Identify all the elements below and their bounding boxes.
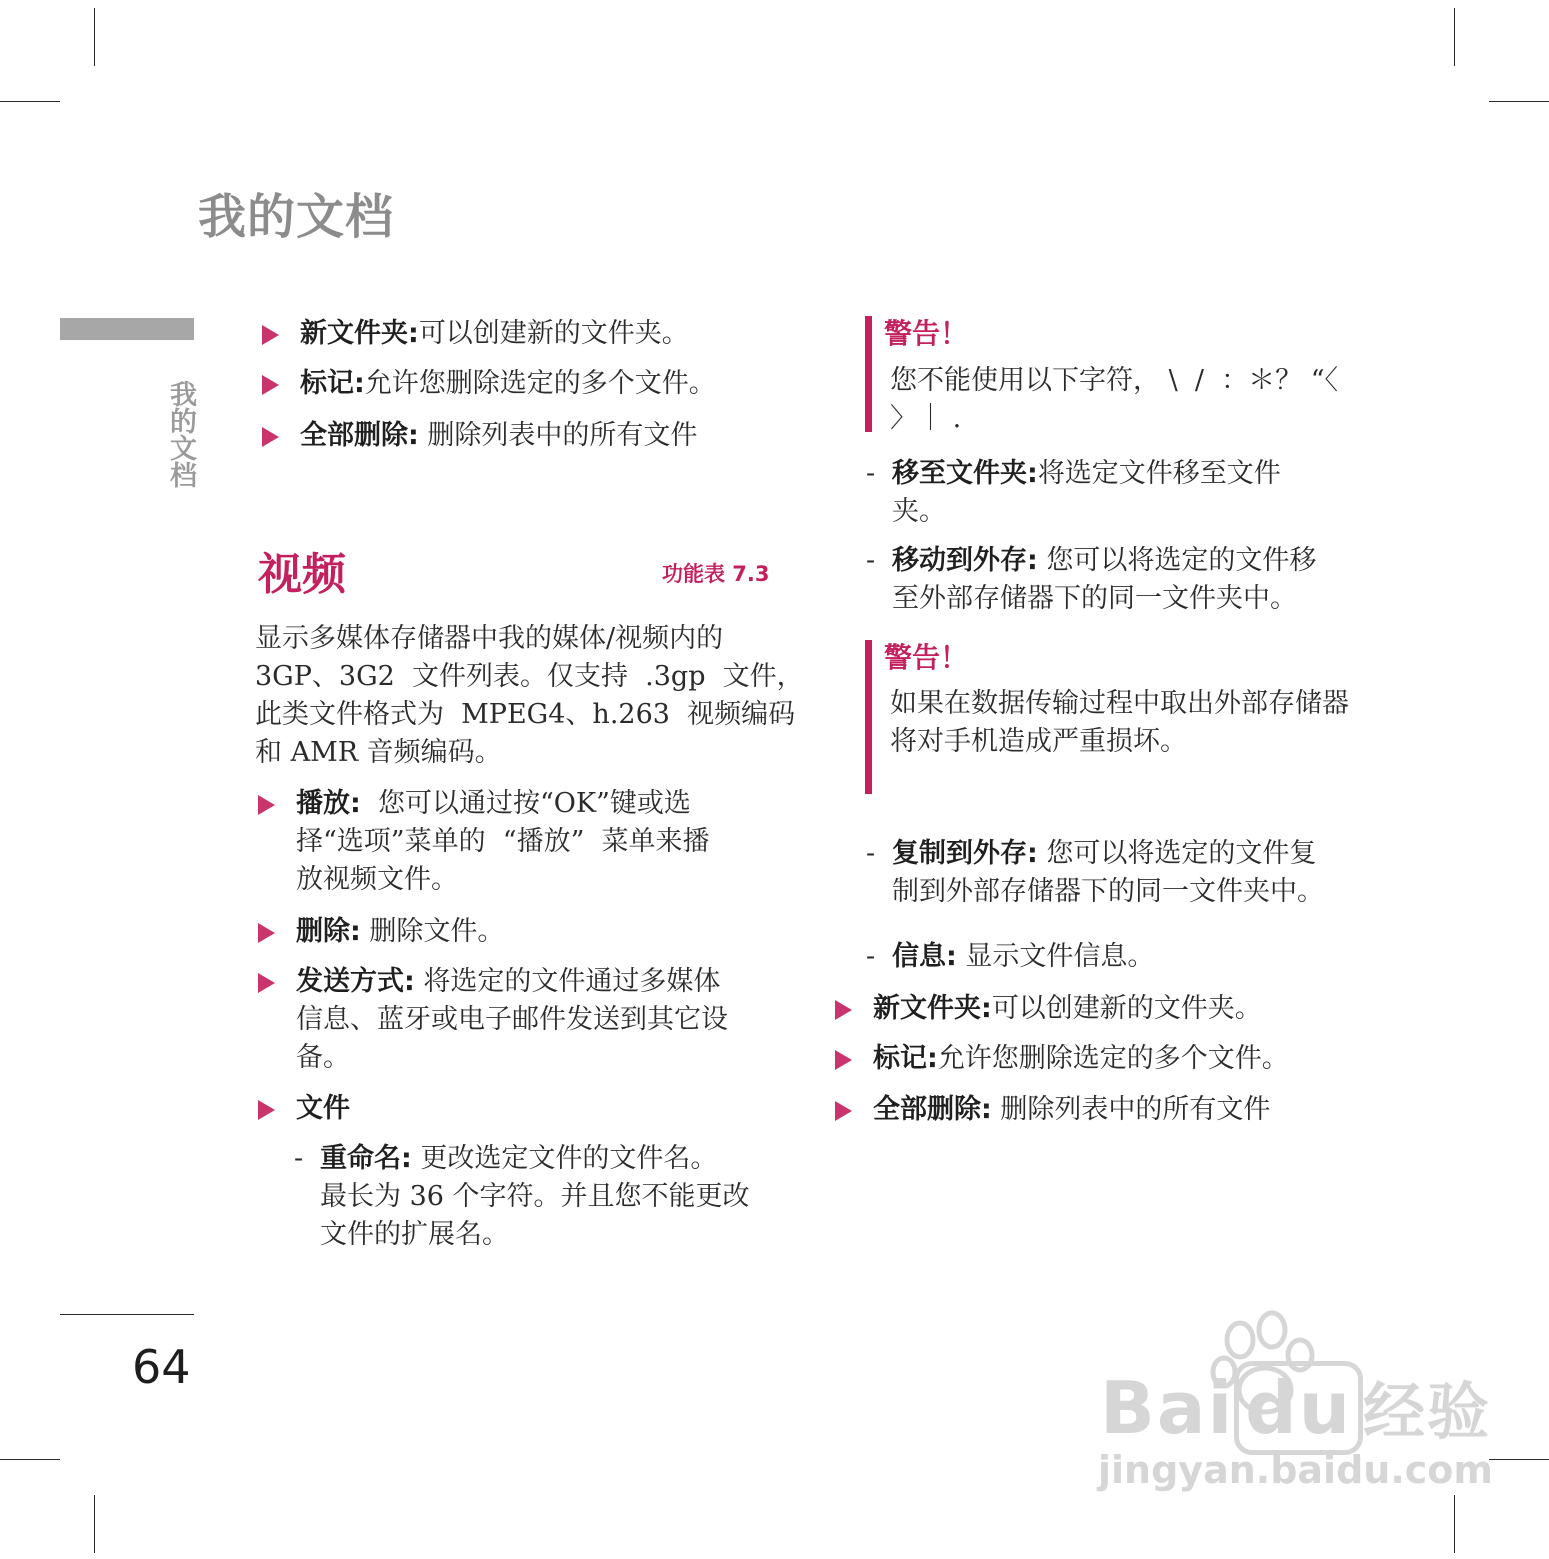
watermark-url: jingyan.baidu.com xyxy=(1098,1448,1493,1492)
warning-text xyxy=(890,362,1390,438)
watermark-brand-part: Bai xyxy=(1100,1366,1235,1450)
text-line: 夹。 xyxy=(892,496,946,527)
list-item xyxy=(262,315,782,355)
menu-reference: 功能表 7.3 xyxy=(662,562,770,586)
item-label: 移动到外存: xyxy=(892,545,1038,576)
text-line: 将对手机造成严重损坏。 xyxy=(890,726,1187,757)
footer-rule xyxy=(60,1314,194,1315)
watermark-brand xyxy=(1100,1362,1491,1451)
intro-paragraph xyxy=(255,620,804,772)
item-label: 新文件夹: xyxy=(873,993,992,1024)
text-line: 您可以将选定的文件复 xyxy=(1037,838,1317,869)
item-label: 发送方式: xyxy=(296,966,415,997)
watermark-cn: 经验 xyxy=(1362,1375,1491,1448)
dash-marker: - xyxy=(866,458,876,489)
text-line: 备。 xyxy=(296,1042,350,1073)
list-item xyxy=(262,417,782,457)
item-label: 重命名: xyxy=(320,1143,412,1174)
dash-marker: - xyxy=(866,545,876,576)
text-line: 文件的扩展名。 xyxy=(320,1219,509,1250)
item-label: 复制到外存: xyxy=(892,838,1038,869)
item-text: 显示文件信息。 xyxy=(956,941,1155,972)
item-label: 新文件夹: xyxy=(300,318,419,349)
watermark-brand-part: du xyxy=(1234,1361,1363,1455)
item-label: 播放: xyxy=(296,788,361,819)
warning-bar xyxy=(865,640,872,794)
text-line: 〉｜ . xyxy=(890,403,962,434)
item-label: 标记: xyxy=(873,1043,938,1074)
sub-item-move-folder xyxy=(866,455,1366,535)
crop-mark xyxy=(94,1495,95,1553)
text-line: 您可以通过按“OK”键或选 xyxy=(360,788,691,819)
sub-item-move-external xyxy=(866,542,1366,622)
text-line: 将选定文件移至文件 xyxy=(1037,458,1281,489)
list-item xyxy=(262,365,782,405)
triangle-bullet-icon xyxy=(258,1100,275,1120)
list-item xyxy=(835,1040,1355,1080)
crop-mark xyxy=(0,1459,60,1460)
crop-mark xyxy=(1489,1459,1549,1460)
crop-mark xyxy=(1489,101,1549,102)
crop-mark xyxy=(0,101,60,102)
list-item-send xyxy=(258,963,778,1083)
page-number: 64 xyxy=(132,1340,191,1394)
section-title: 视频 xyxy=(258,549,346,600)
list-item xyxy=(835,990,1355,1030)
crop-mark xyxy=(1454,1495,1455,1553)
side-tab-label: 我的文档 xyxy=(165,380,196,488)
triangle-bullet-icon xyxy=(258,923,275,943)
text-line: 信息、蓝牙或电子邮件发送到其它设 xyxy=(296,1004,728,1035)
item-text: 允许您删除选定的多个文件。 xyxy=(937,1043,1289,1074)
text-line: 放视频文件。 xyxy=(296,864,458,895)
item-text: 可以创建新的文件夹。 xyxy=(991,993,1262,1024)
list-item-file xyxy=(258,1090,778,1130)
list-item xyxy=(835,1091,1355,1131)
warning-bar xyxy=(865,316,872,432)
triangle-bullet-icon xyxy=(835,1050,852,1070)
triangle-bullet-icon xyxy=(262,427,279,447)
triangle-bullet-icon xyxy=(835,1000,852,1020)
item-label: 删除: xyxy=(296,916,361,947)
dash-marker: - xyxy=(294,1143,304,1174)
item-label: 全部删除: xyxy=(873,1094,992,1125)
item-label: 全部删除: xyxy=(300,420,419,451)
warning-title: 警告！ xyxy=(884,641,969,674)
text-line: 将选定的文件通过多媒体 xyxy=(414,966,721,997)
list-item-play xyxy=(258,785,778,905)
text-line: 您可以将选定的文件移 xyxy=(1037,545,1317,576)
warning-text xyxy=(890,685,1390,761)
item-label: 信息: xyxy=(892,941,957,972)
triangle-bullet-icon xyxy=(835,1101,852,1121)
text-line: 3GP、3G2 文件列表。仅支持 .3gp 文件， xyxy=(255,661,804,692)
text-line: 您不能使用以下字符， \ / ：＊？ “〈 xyxy=(890,365,1338,396)
triangle-bullet-icon xyxy=(262,325,279,345)
sub-item-copy-external xyxy=(866,835,1366,915)
text-line: 制到外部存储器下的同一文件夹中。 xyxy=(892,876,1324,907)
crop-mark xyxy=(1454,8,1455,66)
warning-title: 警告！ xyxy=(884,317,969,350)
text-line: 择“选项”菜单的 “播放” 菜单来播 xyxy=(296,826,710,857)
crop-mark xyxy=(94,8,95,66)
item-label: 移至文件夹: xyxy=(892,458,1038,489)
item-text: 删除列表中的所有文件 xyxy=(991,1094,1271,1125)
item-text: 允许您删除选定的多个文件。 xyxy=(364,368,716,399)
text-line: 如果在数据传输过程中取出外部存储器 xyxy=(890,688,1349,719)
item-label: 标记: xyxy=(300,368,365,399)
item-text: 删除列表中的所有文件 xyxy=(418,420,698,451)
text-line: 更改选定文件的文件名。 xyxy=(411,1143,718,1174)
text-line: 至外部存储器下的同一文件夹中。 xyxy=(892,583,1297,614)
item-text: 可以创建新的文件夹。 xyxy=(418,318,689,349)
dash-marker: - xyxy=(866,838,876,869)
list-item-delete xyxy=(258,913,778,953)
text-line: 显示多媒体存储器中我的媒体/视频内的 xyxy=(255,623,724,654)
triangle-bullet-icon xyxy=(262,375,279,395)
side-tab-bar xyxy=(60,318,194,340)
item-text: 删除文件。 xyxy=(360,916,505,947)
text-line: 此类文件格式为 MPEG4、h.263 视频编码 xyxy=(255,699,796,730)
sub-item-rename xyxy=(294,1140,774,1260)
sub-item-info xyxy=(866,938,1366,978)
triangle-bullet-icon xyxy=(258,973,275,993)
dash-marker: - xyxy=(866,941,876,972)
text-line: 最长为 36 个字符。并且您不能更改 xyxy=(320,1181,750,1212)
item-label: 文件 xyxy=(296,1093,350,1124)
triangle-bullet-icon xyxy=(258,795,275,815)
page-title: 我的文档 xyxy=(198,189,395,245)
text-line: 和 AMR 音频编码。 xyxy=(255,737,502,768)
